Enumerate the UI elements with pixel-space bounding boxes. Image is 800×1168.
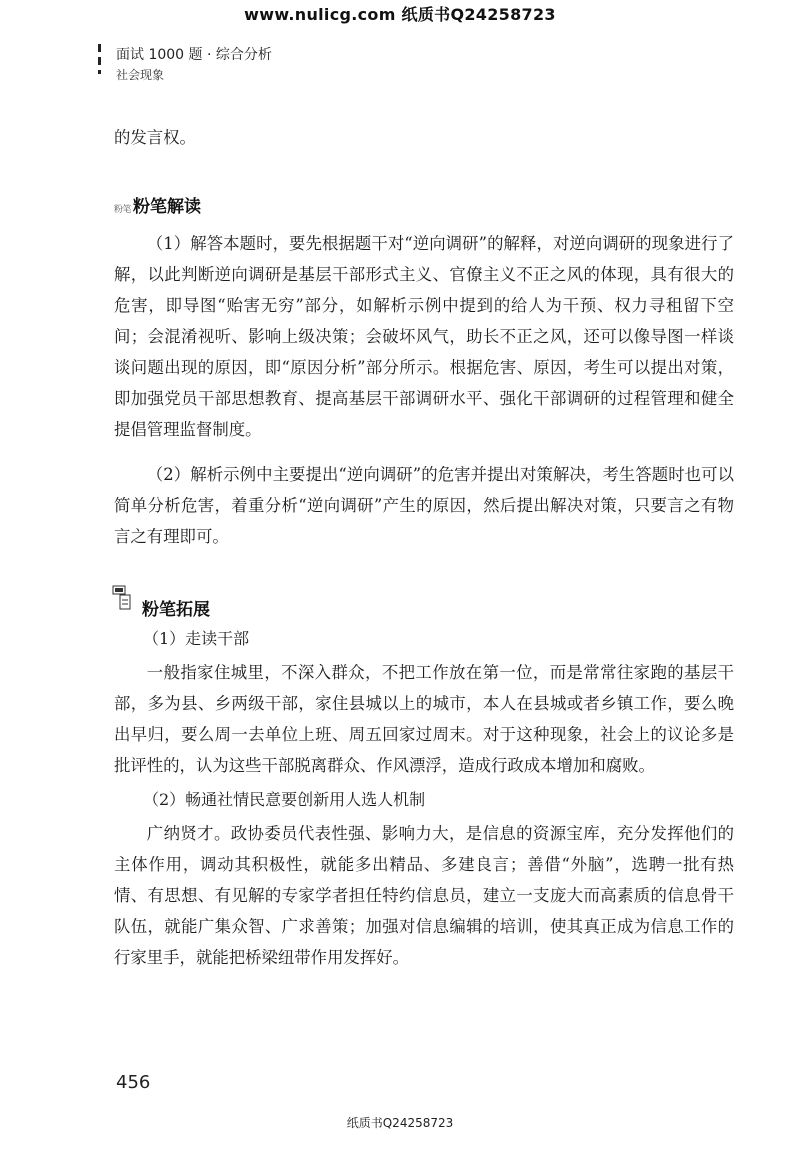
watermark-bottom: 纸质书Q24258723	[346, 1116, 454, 1130]
tuozhan-item2-title: （2）畅通社情民意要创新用人选人机制	[143, 790, 426, 809]
header-book-title: 面试 1000 题 · 综合分析	[116, 47, 272, 63]
jiedu-marker: 粉笔	[114, 205, 132, 215]
expand-section-icon	[112, 585, 132, 611]
tuozhan-title: 粉笔拓展	[142, 600, 210, 620]
watermark-top: www.nulicg.com 纸质书Q24258723	[244, 5, 556, 24]
jiedu-title: 粉笔解读	[133, 197, 202, 217]
continuation-text: 的发言权。	[114, 128, 196, 147]
tuozhan-item1-title: （1）走读干部	[143, 629, 250, 648]
section-jiedu-heading	[114, 192, 201, 217]
jiedu-paragraph-2: （2）解析示例中主要提出“逆向调研”的危害并提出对策解决，考生答题时也可以简单分析危害，着重分析“逆向调研”产生的原因，然后提出解决对策，只要言之有物言之有理即可。	[114, 465, 734, 546]
header-margin-marks	[98, 44, 108, 84]
header-section: 社会现象	[116, 68, 165, 82]
tuozhan-item2-body: 广纳贤才。政协委员代表性强、影响力大，是信息的资源宝库，充分发挥他们的主体作用，调动其积极性，就能多出精品、多建良言；善借“外脑”，选聘一批有热情、有思想、有见解的专家学者担任特约信息员，建立一支庞大而高素质的信息骨干队伍，就能广集众智、广求善策；加强对信息编辑的培训，使其真正成为信息工作的行家里手，就能把桥梁纽带作用发挥好。	[114, 824, 734, 967]
jiedu-paragraph-1: （1）解答本题时，要先根据题干对“逆向调研”的解释，对逆向调研的现象进行了解，以此判断逆向调研是基层干部形式主义、官僚主义不正之风的体现，具有很大的危害，即导图“贻害无穷”部分，如解析示例中提到的给人为干预、权力寻租留下空间；会混淆视听、影响上级决策；会破坏风气，助长不正之风，还可以像导图一样谈谈问题出现的原因，即“原因分析”部分所示。根据危害、原因，考生可以提出对策，即加强党员干部思想教育、提高基层干部调研水平、强化干部调研的过程管理和健全提倡管理监督制度。	[114, 234, 734, 439]
tuozhan-item1-body: 一般指家住城里，不深入群众，不把工作放在第一位，而是常常往家跑的基层干部，多为县、乡两级干部，家住县城以上的城市，本人在县城或者乡镇工作，要么晚出早归，要么周一去单位上班、周五回家过周末。对于这种现象，社会上的议论多是批评性的，认为这些干部脱离群众、作风漂浮，造成行政成本增加和腐败。	[114, 663, 734, 775]
page-number: 456	[116, 1072, 151, 1093]
